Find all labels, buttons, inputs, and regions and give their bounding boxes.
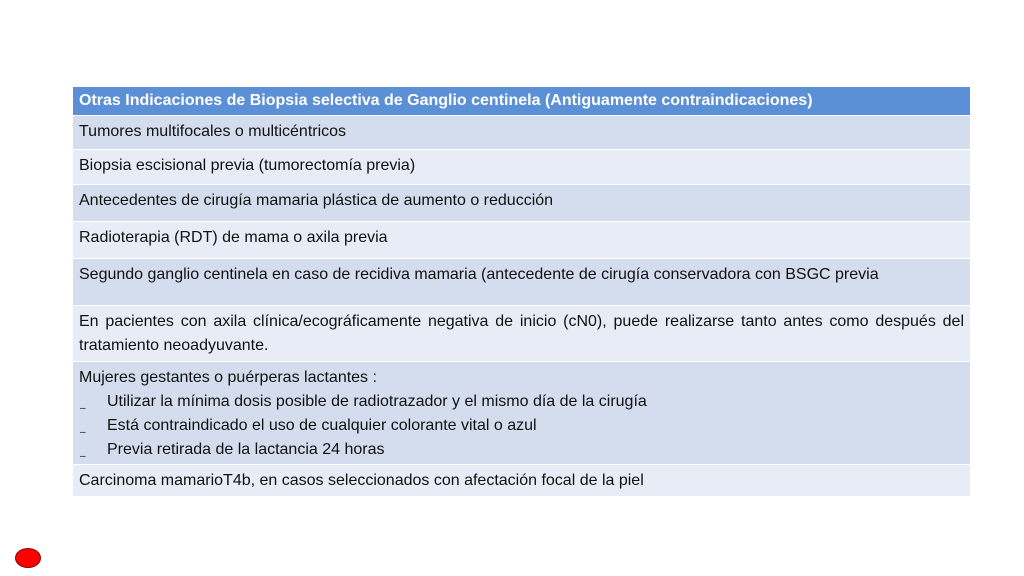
table-row: Carcinoma mamarioT4b, en casos seleccionados con afectación focal de la piel <box>73 465 970 497</box>
table-row: Antecedentes de cirugía mamaria plástica de aumento o reducción <box>73 185 970 222</box>
list-item-text: Previa retirada de la lactancia 24 horas <box>107 441 385 458</box>
dash-bullet-icon: – <box>80 403 86 414</box>
table-row: En pacientes con axila clínica/ecográficamente negativa de inicio (cN0), puede realizarse tanto antes como después del tratamiento neoadyuvante. <box>73 306 970 362</box>
dash-bullet-icon: – <box>80 451 86 462</box>
table-row: Tumores multifocales o multicéntricos <box>73 116 970 150</box>
list-item-text: Está contraindicado el uso de cualquier colorante vital o azul <box>107 417 537 434</box>
gestantes-bullet-list <box>79 390 964 462</box>
table-row: Radioterapia (RDT) de mama o axila previa <box>73 222 970 259</box>
table-row: Biopsia escisional previa (tumorectomía previa) <box>73 150 970 185</box>
list-item <box>79 414 964 438</box>
red-dot-icon[interactable] <box>15 548 41 568</box>
list-item-text: Utilizar la mínima dosis posible de radiotrazador y el mismo día de la cirugía <box>107 393 647 410</box>
list-item <box>79 390 964 414</box>
list-item <box>79 438 964 462</box>
table-row: Segundo ganglio centinela en caso de recidiva mamaria (antecedente de cirugía conservadora con BSGC previa <box>73 259 970 306</box>
dash-bullet-icon: – <box>80 427 86 438</box>
table-row-gestantes <box>73 362 970 465</box>
gestantes-title: Mujeres gestantes o puérperas lactantes : <box>79 369 377 386</box>
table-header: Otras Indicaciones de Biopsia selectiva de Ganglio centinela (Antiguamente contraindicaciones) <box>73 87 970 116</box>
indications-table <box>73 87 970 497</box>
